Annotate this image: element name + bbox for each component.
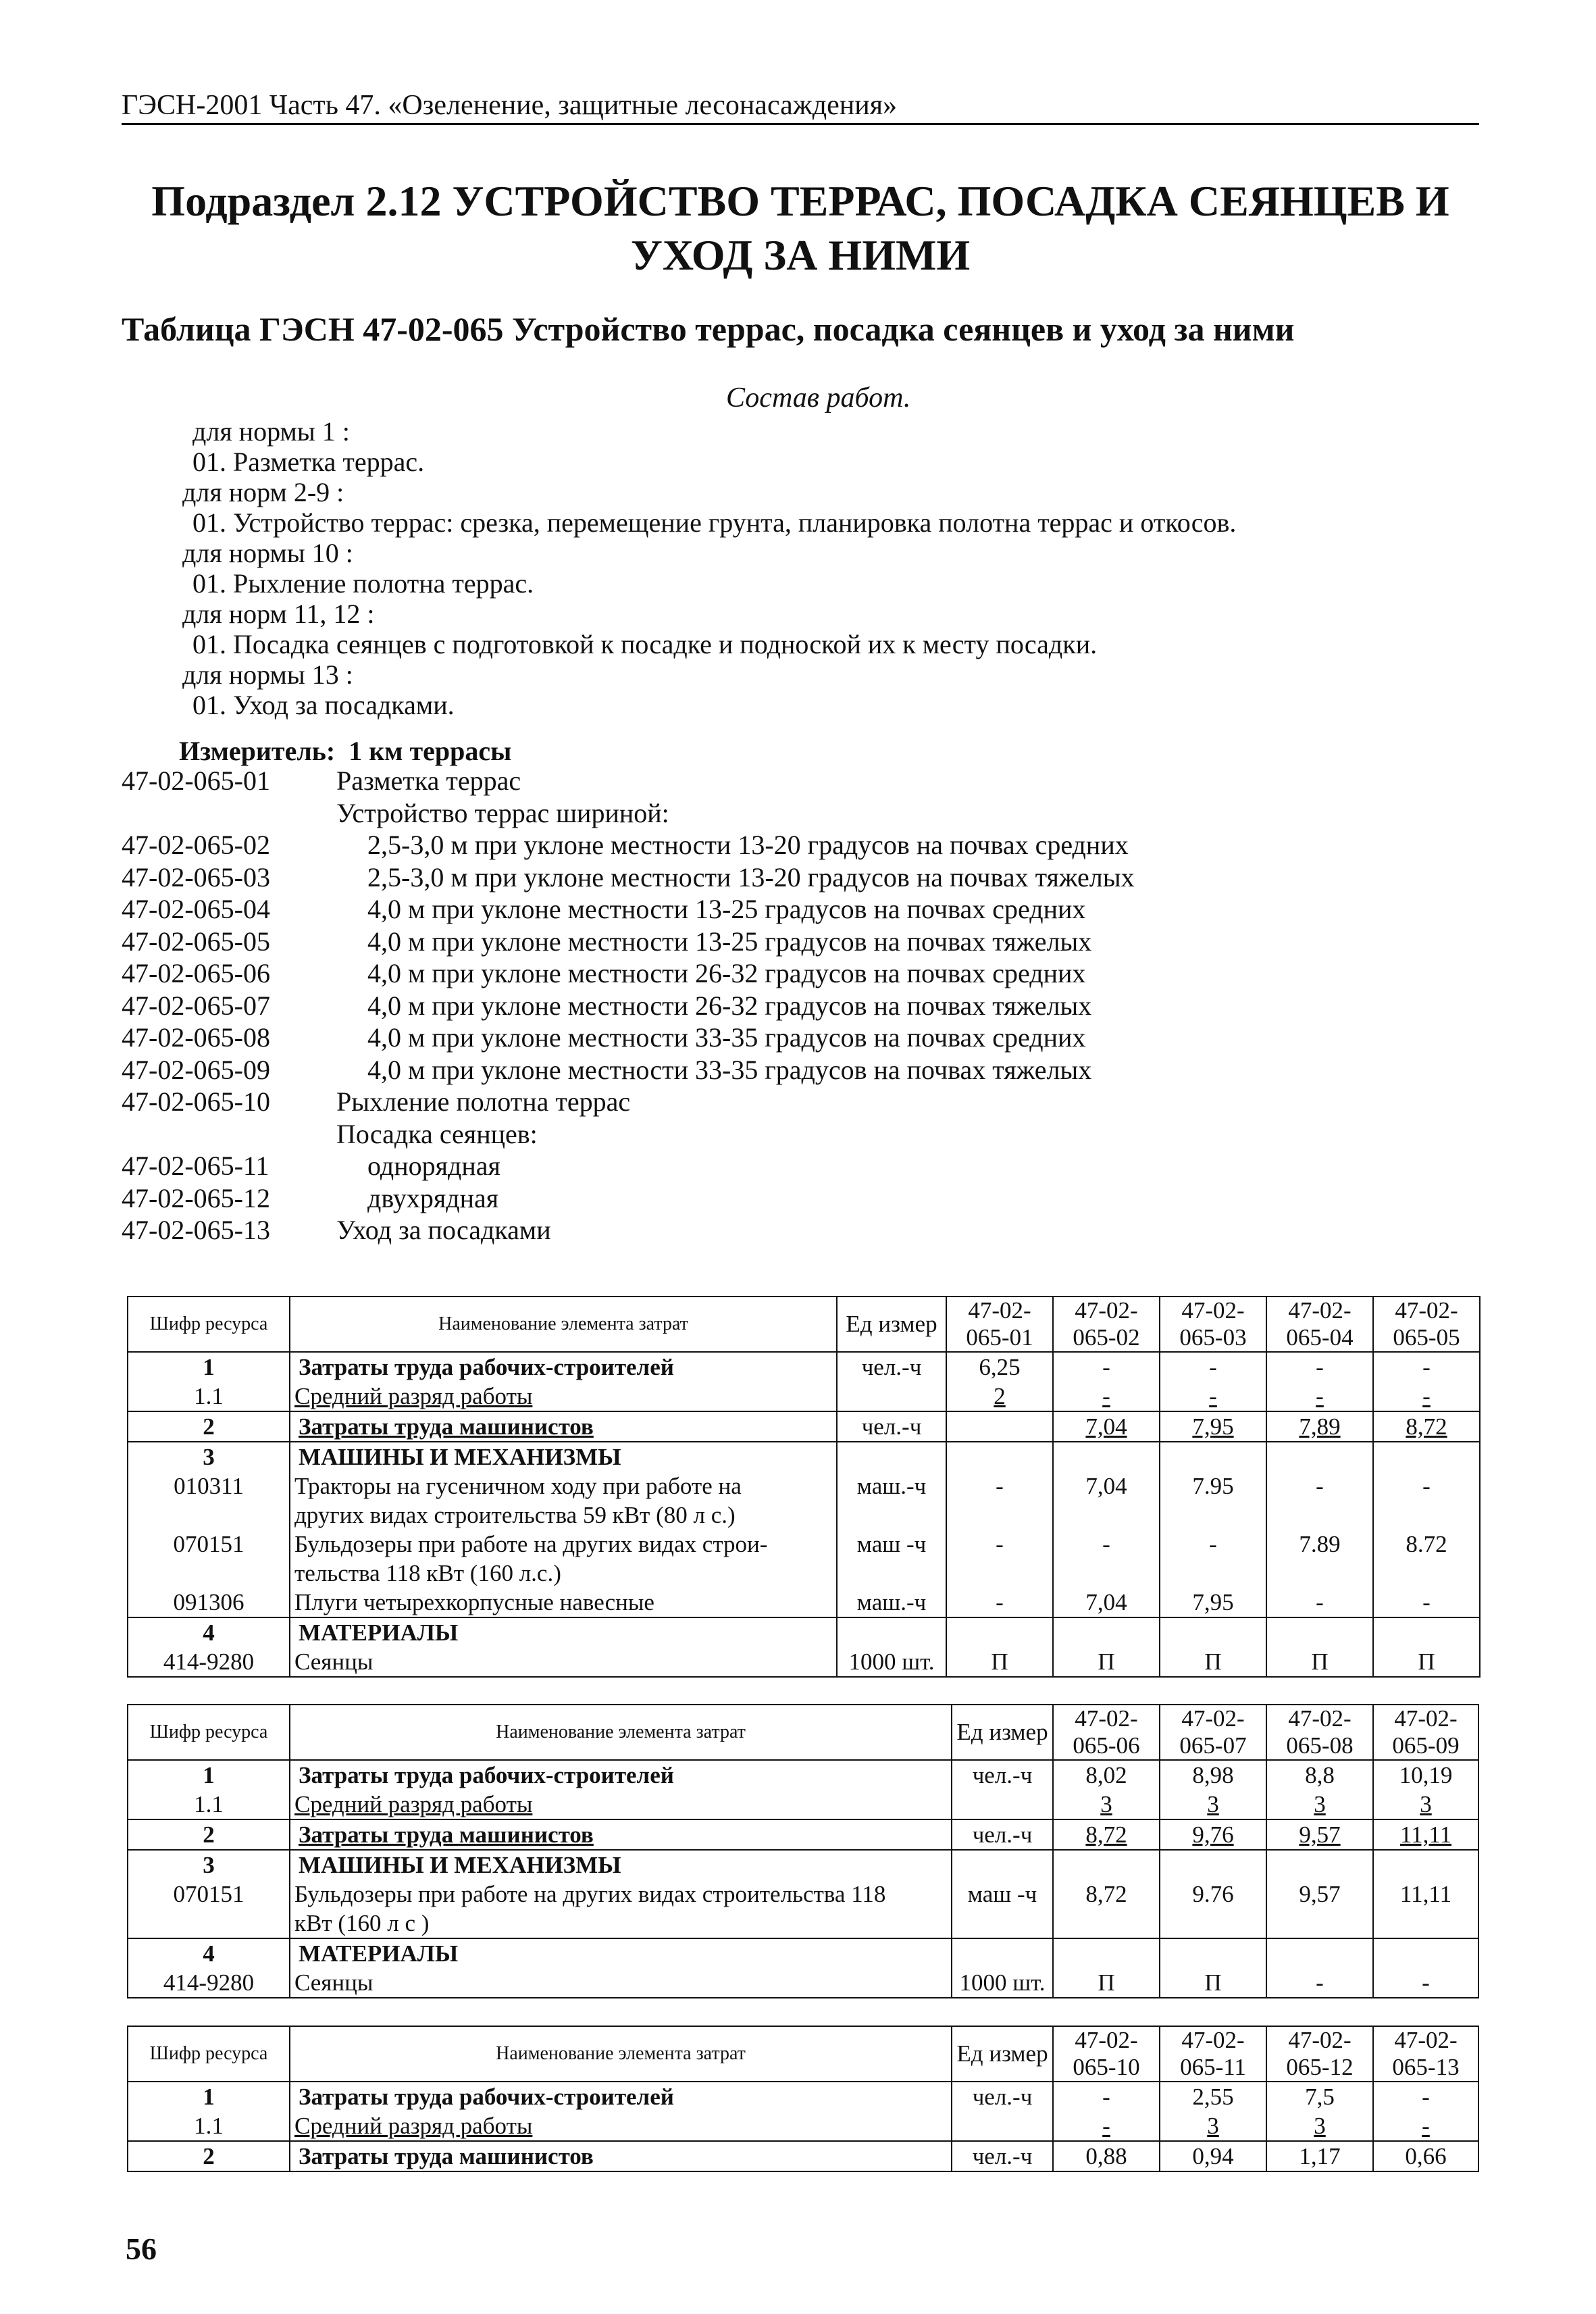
value-cell — [1160, 1617, 1266, 1647]
col-header-norm-line: 47-02- — [1075, 2027, 1138, 2053]
value-cell: 11,11 — [1373, 1880, 1478, 1938]
resource-table-3 — [127, 2026, 1479, 2172]
col-header-name: Наименование элемента затрат — [290, 1705, 952, 1760]
norm-text: 4,0 м при уклоне местности 26-32 градусов на почвах средних — [367, 958, 1086, 988]
value-cell: - — [1053, 1352, 1160, 1382]
col-header-name: Наименование элемента затрат — [290, 1297, 837, 1352]
resource-name-line: других видах строительства 59 кВт (80 л с.) — [294, 1502, 736, 1528]
norm-text: 4,0 м при уклоне местности 13-25 градусов на почвах средних — [367, 894, 1086, 924]
value-cell — [1373, 1938, 1478, 1968]
col-header-norm — [1266, 1705, 1373, 1760]
value-cell: 0,66 — [1373, 2141, 1478, 2171]
value-cell: 1,17 — [1266, 2141, 1373, 2171]
col-header-norm-line: 47-02- — [1395, 1297, 1458, 1324]
value-cell: - — [1373, 1352, 1480, 1382]
resource-name-cell — [290, 1760, 952, 1790]
resource-name-line: Затраты труда машинистов — [299, 1413, 594, 1440]
norm-text: 4,0 м при уклоне местности 33-35 градусов на почвах тяжелых — [367, 1054, 1092, 1085]
value-cell: - — [1160, 1382, 1266, 1411]
work-line: 01. Устройство террас: срезка, перемещение грунта, планировка полотна террас и откосов. — [192, 507, 1237, 538]
resource-name-line: МАШИНЫ И МЕХАНИЗМЫ — [299, 1852, 621, 1878]
resource-code-cell: 414-9280 — [128, 1968, 290, 1998]
table-row — [128, 1850, 1478, 1880]
value-cell: - — [1053, 2082, 1160, 2111]
resource-name-cell — [290, 1647, 837, 1677]
resource-name-cell — [290, 1382, 837, 1411]
section-title: Подраздел 2.12 УСТРОЙСТВО ТЕРРАС, ПОСАДКА СЕЯНЦЕВ И УХОД ЗА НИМИ — [151, 177, 1449, 279]
value-cell — [946, 1442, 1053, 1472]
col-header-norm — [1160, 1297, 1266, 1352]
table-row — [128, 1411, 1480, 1442]
col-header-norm — [1266, 1297, 1373, 1352]
norm-code: 47-02-065-04 — [122, 894, 270, 924]
resource-name-line: МАТЕРИАЛЫ — [299, 1940, 459, 1967]
col-header-norm — [1160, 1705, 1266, 1760]
col-header-norm-line: 065-09 — [1392, 1732, 1460, 1759]
work-line: для нормы 10 : — [182, 538, 353, 568]
resource-name-line: Бульдозеры при работе на других видах строительства 118 — [294, 1881, 886, 1907]
norm-text: Уход за посадками — [336, 1215, 551, 1245]
resource-unit-cell: 1000 шт. — [837, 1647, 946, 1677]
resource-code-cell: 091306 — [128, 1588, 290, 1617]
table-row — [128, 1760, 1478, 1790]
col-header-norm — [1373, 2026, 1478, 2082]
norm-code: 47-02-065-03 — [122, 861, 270, 892]
value-cell — [1266, 1442, 1373, 1472]
norm-code: 47-02-065-07 — [122, 990, 270, 1021]
value-cell: 3 — [1373, 1790, 1478, 1819]
value-cell: 8,8 — [1266, 1760, 1373, 1790]
table-row — [128, 1647, 1480, 1677]
resource-name-line: Сеянцы — [294, 1649, 374, 1675]
resource-code-cell: 1.1 — [128, 1382, 290, 1411]
table-row — [128, 1530, 1480, 1588]
col-header-norm-line: 065-11 — [1180, 2054, 1246, 2080]
value-cell: 8,98 — [1160, 1760, 1266, 1790]
value-cell: 8,02 — [1053, 1760, 1160, 1790]
resource-unit-cell: 1000 шт. — [952, 1968, 1053, 1998]
value-cell: 7.89 — [1266, 1530, 1373, 1588]
resource-name-cell — [290, 1968, 952, 1998]
col-header-norm-line: 065-06 — [1073, 1732, 1140, 1759]
table-row — [128, 1880, 1478, 1938]
norm-text: Устройство террас шириной: — [336, 797, 669, 828]
value-cell: - — [1373, 2082, 1478, 2111]
resource-code-cell: 1.1 — [128, 2111, 290, 2141]
norm-text: Посадка сеянцев: — [336, 1118, 538, 1149]
resource-name-cell — [290, 1819, 952, 1850]
value-cell — [1053, 1617, 1160, 1647]
value-cell: П — [1160, 1647, 1266, 1677]
work-line: 01. Уход за посадками. — [192, 690, 455, 720]
col-header-unit: Ед измер — [952, 2026, 1053, 2082]
value-cell: 8,72 — [1053, 1880, 1160, 1938]
resource-unit-cell — [837, 1382, 946, 1411]
value-cell: 7,5 — [1266, 2082, 1373, 2111]
col-header-unit: Ед измер — [837, 1297, 946, 1352]
col-header-norm — [1053, 1297, 1160, 1352]
header-rule — [122, 123, 1479, 125]
col-header-norm-line: 47-02- — [1288, 1297, 1352, 1324]
value-cell: 9.76 — [1160, 1880, 1266, 1938]
resource-code-cell: 3 — [128, 1850, 290, 1880]
table-row — [128, 1938, 1478, 1968]
value-cell: 7,95 — [1160, 1588, 1266, 1617]
norm-code: 47-02-065-13 — [122, 1215, 270, 1245]
value-cell: - — [1373, 1968, 1478, 1998]
value-cell: 9,76 — [1160, 1819, 1266, 1850]
col-header-norm-line: 065-01 — [966, 1324, 1033, 1351]
value-cell: 3 — [1053, 1790, 1160, 1819]
resource-name-cell — [290, 1352, 837, 1382]
table-row — [128, 2111, 1478, 2141]
value-cell: - — [1266, 1588, 1373, 1617]
resource-name-line: Средний разряд работы — [294, 1383, 533, 1409]
resource-unit-cell: чел.-ч — [952, 2141, 1053, 2171]
col-header-norm — [1160, 2026, 1266, 2082]
value-cell: 7,04 — [1053, 1411, 1160, 1442]
col-header-unit: Ед измер — [952, 1705, 1053, 1760]
resource-unit-cell — [952, 1790, 1053, 1819]
value-cell: 2,55 — [1160, 2082, 1266, 2111]
value-cell — [1160, 1442, 1266, 1472]
resource-unit-cell: маш.-ч — [837, 1472, 946, 1530]
table-row — [128, 1472, 1480, 1530]
work-line: для нормы 1 : — [192, 416, 350, 447]
resource-unit-cell: маш -ч — [837, 1530, 946, 1588]
value-cell: 7,95 — [1160, 1411, 1266, 1442]
table-row — [128, 1588, 1480, 1617]
resource-code-cell: 4 — [128, 1938, 290, 1968]
value-cell: 7,04 — [1053, 1472, 1160, 1530]
resource-unit-cell: чел.-ч — [952, 1760, 1053, 1790]
resource-name-line: Затраты труда машинистов — [299, 1821, 594, 1848]
resource-code-cell: 2 — [128, 1819, 290, 1850]
resource-code-cell: 2 — [128, 2141, 290, 2171]
resource-unit-cell: чел.-ч — [952, 1819, 1053, 1850]
col-header-norm-line: 47-02- — [968, 1297, 1031, 1324]
value-cell — [1053, 1850, 1160, 1880]
value-cell: 0,94 — [1160, 2141, 1266, 2171]
col-header-norm-line: 065-12 — [1286, 2054, 1354, 2080]
value-cell: - — [1266, 1352, 1373, 1382]
value-cell: 8.72 — [1373, 1530, 1480, 1588]
resource-name-line: Плуги четырехкорпусные навесные — [294, 1589, 654, 1615]
value-cell: П — [946, 1647, 1053, 1677]
value-cell: П — [1160, 1968, 1266, 1998]
col-header-norm-line: 47-02- — [1181, 1705, 1245, 1732]
value-cell: - — [1373, 1588, 1480, 1617]
table-row — [128, 1617, 1480, 1647]
value-cell: - — [1160, 1530, 1266, 1588]
col-header-name: Наименование элемента затрат — [290, 2026, 952, 2082]
table-title: Таблица ГЭСН 47-02-065 Устройство террас, посадка сеянцев и уход за ними — [122, 310, 1295, 348]
table-row — [128, 1442, 1480, 1472]
col-header-norm-line: 065-07 — [1179, 1732, 1247, 1759]
resource-name-line: Затраты труда рабочих-строителей — [299, 1354, 674, 1380]
value-cell: - — [1053, 2111, 1160, 2141]
norm-code: 47-02-065-09 — [122, 1054, 270, 1085]
resource-unit-cell — [837, 1442, 946, 1472]
value-cell: - — [1266, 1968, 1373, 1998]
resource-name-cell — [290, 1530, 837, 1588]
norm-code: 47-02-065-10 — [122, 1086, 270, 1117]
table-row — [128, 1968, 1478, 1998]
table-row — [128, 2141, 1478, 2171]
work-line: для нормы 13 : — [182, 659, 353, 690]
resource-name-cell — [290, 2141, 952, 2171]
value-cell — [1266, 1938, 1373, 1968]
value-cell: П — [1053, 1647, 1160, 1677]
col-header-norm — [1266, 2026, 1373, 2082]
norm-text: Рыхление полотна террас — [336, 1086, 631, 1117]
table-row — [128, 1790, 1478, 1819]
value-cell — [946, 1411, 1053, 1442]
resource-name-line: Затраты труда рабочих-строителей — [299, 2084, 674, 2110]
work-line: для норм 11, 12 : — [182, 599, 375, 629]
value-cell: П — [1266, 1647, 1373, 1677]
resource-code-cell: 414-9280 — [128, 1647, 290, 1677]
norm-text: Разметка террас — [336, 765, 521, 796]
resource-name-cell — [290, 1880, 952, 1938]
resource-unit-cell: чел.-ч — [952, 2082, 1053, 2111]
value-cell: 2 — [946, 1382, 1053, 1411]
resource-name-line: Затраты труда машинистов — [299, 2143, 594, 2169]
value-cell: 3 — [1266, 2111, 1373, 2141]
meter-line — [179, 735, 511, 767]
value-cell: 10,19 — [1373, 1760, 1478, 1790]
norm-code: 47-02-065-12 — [122, 1182, 270, 1213]
col-header-code: Шифр ресурса — [128, 1297, 290, 1352]
value-cell: 7,89 — [1266, 1411, 1373, 1442]
value-cell: - — [1373, 1472, 1480, 1530]
norm-code: 47-02-065-06 — [122, 958, 270, 988]
resource-name-line: тельства 118 кВт (160 л.с.) — [294, 1560, 561, 1586]
resource-code-cell: 1 — [128, 1352, 290, 1382]
resource-name-line: МАШИНЫ И МЕХАНИЗМЫ — [299, 1444, 621, 1470]
value-cell: 8,72 — [1373, 1411, 1480, 1442]
value-cell: - — [1373, 2111, 1478, 2141]
resource-name-cell — [290, 1472, 837, 1530]
resource-name-cell — [290, 2082, 952, 2111]
norm-text: 4,0 м при уклоне местности 13-25 градусов на почвах тяжелых — [367, 926, 1092, 957]
work-composition-heading: Состав работ. — [726, 382, 911, 413]
col-header-norm-line: 47-02- — [1288, 1705, 1352, 1732]
value-cell: - — [946, 1530, 1053, 1588]
resource-unit-cell: маш -ч — [952, 1880, 1053, 1938]
norm-text: 4,0 м при уклоне местности 26-32 градусов на почвах тяжелых — [367, 990, 1092, 1021]
value-cell: - — [1053, 1530, 1160, 1588]
resource-name-cell — [290, 2111, 952, 2141]
value-cell — [946, 1617, 1053, 1647]
norm-code: 47-02-065-02 — [122, 830, 270, 860]
resource-code-cell: 1 — [128, 2082, 290, 2111]
norm-code: 47-02-065-11 — [122, 1151, 269, 1181]
norm-text: 2,5-3,0 м при уклоне местности 13-20 градусов на почвах тяжелых — [367, 861, 1135, 892]
col-header-norm-line: 065-05 — [1393, 1324, 1460, 1351]
value-cell — [1373, 1442, 1480, 1472]
col-header-norm-line: 065-03 — [1179, 1324, 1247, 1351]
col-header-norm — [1053, 2026, 1160, 2082]
value-cell: 8,72 — [1053, 1819, 1160, 1850]
resource-code-cell: 4 — [128, 1617, 290, 1647]
col-header-code: Шифр ресурса — [128, 2026, 290, 2082]
resource-unit-cell — [952, 2111, 1053, 2141]
value-cell: 7.95 — [1160, 1472, 1266, 1530]
resource-code-cell: 010311 — [128, 1472, 290, 1530]
resource-table-2 — [127, 1704, 1479, 1998]
value-cell: 3 — [1266, 1790, 1373, 1819]
col-header-norm — [1053, 1705, 1160, 1760]
norm-text: 2,5-3,0 м при уклоне местности 13-20 градусов на почвах средних — [367, 830, 1129, 860]
norm-code: 47-02-065-01 — [122, 765, 270, 796]
table-row — [128, 1352, 1480, 1382]
value-cell: - — [1266, 1382, 1373, 1411]
norm-code: 47-02-065-08 — [122, 1022, 270, 1053]
value-cell: - — [1160, 1352, 1266, 1382]
col-header-norm-line: 065-02 — [1073, 1324, 1140, 1351]
value-cell — [1160, 1938, 1266, 1968]
col-header-norm-line: 47-02- — [1075, 1705, 1138, 1732]
value-cell: 7,04 — [1053, 1588, 1160, 1617]
value-cell — [1053, 1442, 1160, 1472]
table-row — [128, 1382, 1480, 1411]
col-header-norm-line: 47-02- — [1181, 1297, 1245, 1324]
resource-unit-cell — [952, 1850, 1053, 1880]
resource-code-cell: 3 — [128, 1442, 290, 1472]
resource-code-cell: 1 — [128, 1760, 290, 1790]
value-cell — [1373, 1850, 1478, 1880]
resource-code-cell: 070151 — [128, 1880, 290, 1938]
norm-text: однорядная — [367, 1151, 500, 1181]
resource-name-line: Сеянцы — [294, 1969, 374, 1996]
value-cell: - — [1266, 1472, 1373, 1530]
resource-name-line: Затраты труда рабочих-строителей — [299, 1762, 674, 1788]
value-cell — [1266, 1617, 1373, 1647]
col-header-norm — [1373, 1705, 1478, 1760]
resource-name-line: кВт (160 л с ) — [294, 1910, 430, 1936]
table-row — [128, 1819, 1478, 1850]
meter-value: 1 км террасы — [349, 736, 512, 766]
resource-code-cell: 070151 — [128, 1530, 290, 1588]
resource-name-cell — [290, 1617, 837, 1647]
value-cell: - — [1373, 1382, 1480, 1411]
resource-code-cell: 1.1 — [128, 1790, 290, 1819]
resource-unit-cell: чел.-ч — [837, 1352, 946, 1382]
page-number: 56 — [126, 2232, 157, 2266]
table-row — [128, 2082, 1478, 2111]
value-cell: 11,11 — [1373, 1819, 1478, 1850]
resource-name-cell — [290, 1411, 837, 1442]
resource-name-cell — [290, 1442, 837, 1472]
value-cell: П — [1373, 1647, 1480, 1677]
resource-name-line: МАТЕРИАЛЫ — [299, 1619, 459, 1646]
resource-name-line: Средний разряд работы — [294, 1791, 533, 1817]
resource-name-line: Средний разряд работы — [294, 2113, 533, 2139]
resource-table-1 — [127, 1296, 1481, 1678]
value-cell: 3 — [1160, 1790, 1266, 1819]
work-line: 01. Рыхление полотна террас. — [192, 568, 534, 599]
resource-code-cell: 2 — [128, 1411, 290, 1442]
col-header-code: Шифр ресурса — [128, 1705, 290, 1760]
col-header-norm-line: 47-02- — [1394, 1705, 1458, 1732]
resource-name-cell — [290, 1790, 952, 1819]
work-line: 01. Разметка террас. — [192, 447, 425, 477]
norm-text: 4,0 м при уклоне местности 33-35 градусов на почвах средних — [367, 1022, 1086, 1053]
value-cell: 0,88 — [1053, 2141, 1160, 2171]
resource-name-line: Бульдозеры при работе на других видах строи- — [294, 1531, 768, 1557]
resource-unit-cell: чел.-ч — [837, 1411, 946, 1442]
work-line: для норм 2-9 : — [182, 477, 344, 507]
col-header-norm-line: 065-13 — [1392, 2054, 1460, 2080]
col-header-norm-line: 47-02- — [1394, 2027, 1458, 2053]
value-cell: 6,25 — [946, 1352, 1053, 1382]
value-cell: 9,57 — [1266, 1819, 1373, 1850]
value-cell — [1266, 1850, 1373, 1880]
norm-code: 47-02-065-05 — [122, 926, 270, 957]
running-header: ГЭСН-2001 Часть 47. «Озеленение, защитные лесонасаждения» — [122, 90, 898, 121]
value-cell: 3 — [1160, 2111, 1266, 2141]
col-header-norm-line: 065-04 — [1286, 1324, 1354, 1351]
col-header-norm-line: 47-02- — [1075, 1297, 1138, 1324]
value-cell — [1373, 1617, 1480, 1647]
col-header-norm-line: 47-02- — [1181, 2027, 1245, 2053]
resource-name-cell — [290, 1938, 952, 1968]
resource-name-cell — [290, 1850, 952, 1880]
resource-unit-cell — [952, 1938, 1053, 1968]
resource-name-cell — [290, 1588, 837, 1617]
col-header-norm-line: 47-02- — [1288, 2027, 1352, 2053]
value-cell — [1053, 1938, 1160, 1968]
resource-unit-cell — [837, 1617, 946, 1647]
value-cell: - — [946, 1472, 1053, 1530]
value-cell: П — [1053, 1968, 1160, 1998]
col-header-norm-line: 065-08 — [1286, 1732, 1354, 1759]
work-line: 01. Посадка сеянцев с подготовкой к посадке и подноской их к месту посадки. — [192, 629, 1098, 659]
norm-text: двухрядная — [367, 1182, 499, 1213]
value-cell — [1160, 1850, 1266, 1880]
resource-unit-cell: маш.-ч — [837, 1588, 946, 1617]
col-header-norm — [1373, 1297, 1480, 1352]
value-cell: - — [1053, 1382, 1160, 1411]
col-header-norm-line: 065-10 — [1073, 2054, 1140, 2080]
value-cell: - — [946, 1588, 1053, 1617]
resource-name-line: Тракторы на гусеничном ходу при работе на — [294, 1473, 742, 1499]
value-cell: 9,57 — [1266, 1880, 1373, 1938]
meter-label: Измеритель: — [179, 736, 336, 766]
col-header-norm — [946, 1297, 1053, 1352]
